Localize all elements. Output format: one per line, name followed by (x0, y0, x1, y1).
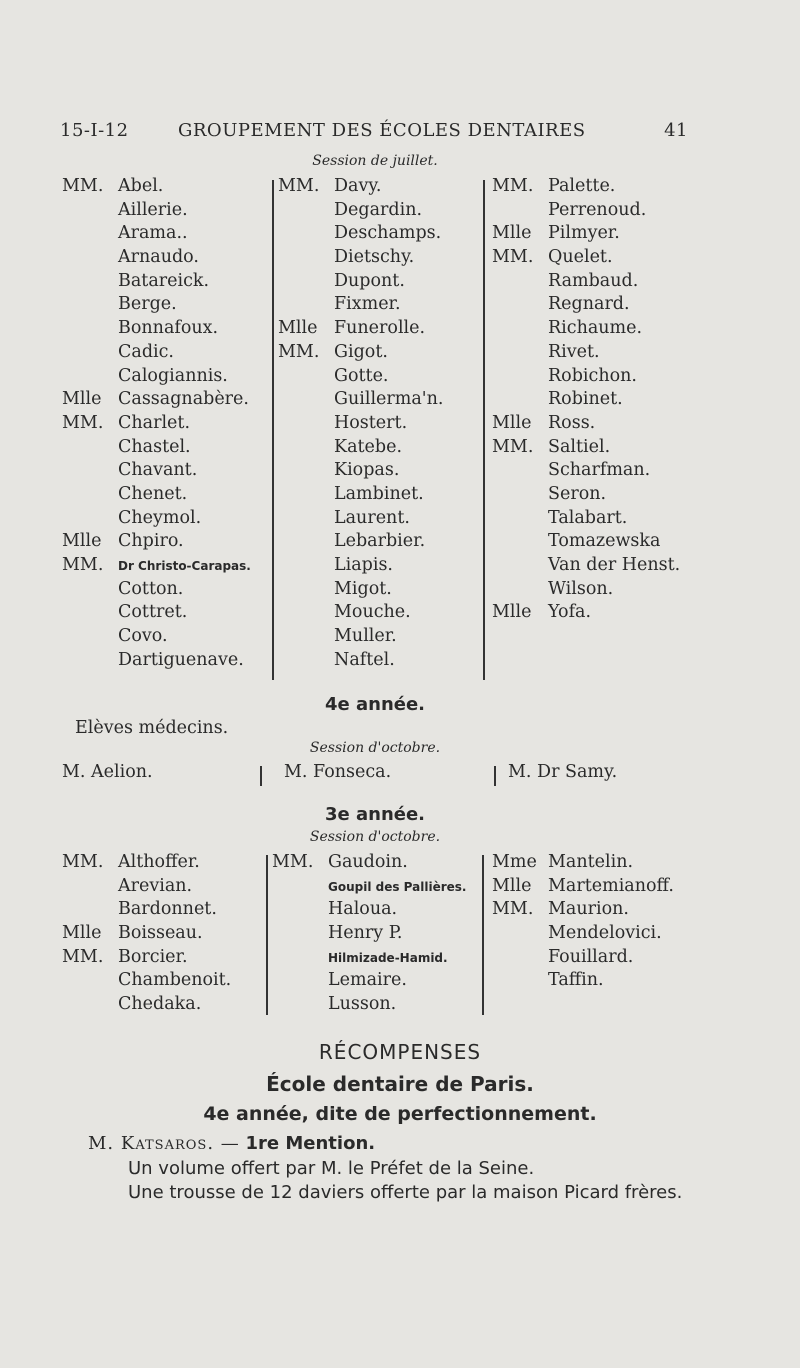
title-prefix: MM. (62, 555, 104, 575)
person-name: Liapis. (334, 555, 393, 575)
title-prefix: Mlle (492, 412, 532, 433)
name-entry (278, 270, 443, 294)
name-entry (62, 922, 231, 946)
name-entry (278, 222, 443, 246)
name-entry (492, 578, 680, 602)
person-name: Deschamps. (334, 223, 442, 244)
name-entry (62, 412, 251, 436)
name-entry (62, 483, 251, 507)
name-entry (62, 851, 231, 875)
name-entry (492, 388, 680, 412)
name-entry (278, 365, 443, 389)
name-entry (272, 969, 467, 993)
person-name: Haloua. (328, 899, 398, 920)
person-name: Maurion. (548, 899, 629, 920)
year4-entry-2: M. Fonseca. (284, 762, 392, 782)
person-name: Gaudoin. (328, 852, 408, 872)
title-prefix: MM. (492, 899, 534, 920)
column-divider (482, 855, 484, 1015)
year4-entry-3: M. Dr Samy. (508, 762, 618, 782)
name-entry (62, 293, 251, 317)
perfectionnement-heading: 4e année, dite de perfectionnement. (203, 1103, 597, 1125)
name-entry (62, 898, 231, 922)
name-entry (272, 922, 467, 946)
name-entry (492, 175, 680, 199)
person-name: Rivet. (548, 341, 600, 362)
person-name: Seron. (548, 483, 607, 504)
person-name: Bardonnet. (118, 899, 217, 920)
name-entry (62, 625, 251, 649)
year3-column-2 (272, 851, 467, 1017)
person-name: Borcier. (118, 946, 188, 967)
award-line-2: Une trousse de 12 daviers offerte par la maison Picard frères. (128, 1182, 683, 1203)
person-name: Abel. (118, 176, 164, 196)
name-entry (272, 993, 467, 1017)
name-entry (278, 246, 443, 270)
header-date: 15-I-12 (60, 120, 129, 141)
person-name: Rambaud. (548, 270, 639, 291)
person-name: Katebe. (334, 436, 403, 457)
person-name: Cottret. (118, 602, 188, 623)
column-divider (272, 180, 274, 680)
name-entry (278, 649, 443, 673)
name-entry (278, 341, 443, 365)
person-name: Lemaire. (328, 970, 407, 991)
person-name: Dr Christo-Carapas. (118, 559, 251, 573)
column-divider (494, 766, 496, 786)
year3-column-1 (62, 851, 231, 1017)
name-entry (62, 578, 251, 602)
name-entry (62, 649, 251, 673)
person-name: Martemianoff. (548, 875, 674, 896)
person-name: Batareick. (118, 270, 210, 291)
page-number: 41 (664, 120, 688, 141)
person-name: Perrenoud. (548, 199, 647, 220)
name-entry (278, 459, 443, 483)
name-entry (492, 341, 680, 365)
name-entry (272, 851, 467, 875)
person-name: Chedaka. (118, 994, 202, 1015)
person-name: Davy. (334, 176, 382, 196)
name-entry (492, 365, 680, 389)
title-prefix: MM. (492, 176, 534, 196)
name-entry (62, 341, 251, 365)
person-name: Gigot. (334, 341, 388, 362)
person-name: Arevian. (118, 875, 193, 896)
person-name: Laurent. (334, 507, 410, 528)
name-entry (272, 898, 467, 922)
recompenses-heading: RÉCOMPENSES (318, 1040, 482, 1064)
name-entry (492, 459, 680, 483)
person-name: Berge. (118, 294, 177, 315)
name-entry (278, 530, 443, 554)
name-entry (492, 601, 680, 625)
person-name: Scharfman. (548, 460, 651, 481)
name-entry (492, 507, 680, 531)
person-name: Lebarbier. (334, 531, 426, 552)
name-entry (492, 246, 680, 270)
name-entry (492, 222, 680, 246)
year3-title: 3e année. (324, 804, 426, 825)
name-entry (492, 851, 674, 875)
person-name: Charlet. (118, 412, 191, 433)
person-name: Mendelovici. (548, 923, 662, 944)
session-october-label-3: Session d'octobre. (309, 829, 441, 845)
person-name: Chpiro. (118, 531, 184, 552)
name-entry (62, 875, 231, 899)
name-entry (272, 946, 467, 970)
name-entry (278, 578, 443, 602)
name-entry (62, 946, 231, 970)
column-divider (266, 855, 268, 1015)
name-entry (492, 969, 674, 993)
name-entry (278, 293, 443, 317)
mention-recipient: M. Katsaros. — (88, 1133, 240, 1154)
person-name: Robichon. (548, 365, 637, 386)
person-name: Migot. (334, 578, 392, 599)
name-entry (492, 530, 680, 554)
person-name: Chenet. (118, 483, 188, 504)
title-prefix: Mlle (492, 602, 532, 623)
person-name: Naftel. (334, 649, 395, 670)
person-name: Lambinet. (334, 483, 424, 504)
person-name: Cassagnabère. (118, 389, 249, 410)
title-prefix: Mlle (62, 923, 102, 944)
person-name: Guillerma'n. (334, 389, 444, 410)
name-entry (278, 199, 443, 223)
session-july-label: Session de juillet. (312, 153, 438, 169)
name-entry (278, 601, 443, 625)
name-entry (62, 246, 251, 270)
name-entry (62, 365, 251, 389)
name-entry (492, 922, 674, 946)
person-name: Lusson. (328, 994, 397, 1015)
title-prefix: MM. (62, 412, 104, 433)
person-name: Van der Henst. (548, 555, 681, 575)
person-name: Yofa. (548, 602, 592, 623)
person-name: Fixmer. (334, 294, 401, 315)
title-prefix: MM. (272, 852, 314, 872)
name-entry (272, 875, 467, 899)
july-column-3 (492, 175, 680, 625)
person-name: Ross. (548, 412, 596, 433)
title-prefix: Mlle (62, 531, 102, 552)
title-prefix: Mlle (492, 223, 532, 244)
person-name: Kiopas. (334, 460, 400, 481)
mention-award: 1re Mention. (245, 1133, 376, 1154)
name-entry (62, 222, 251, 246)
person-name: Arama.. (118, 223, 188, 244)
title-prefix: MM. (62, 946, 104, 967)
person-name: Arnaudo. (118, 247, 199, 268)
person-name: Richaume. (548, 318, 643, 339)
title-prefix: MM. (492, 247, 534, 268)
person-name: Degardin. (334, 199, 423, 220)
name-entry (278, 412, 443, 436)
name-entry (62, 507, 251, 531)
person-name: Funerolle. (334, 318, 426, 339)
award-line-1: Un volume offert par M. le Préfet de la Seine. (128, 1158, 535, 1179)
person-name: Saltiel. (548, 436, 611, 457)
person-name: Chavant. (118, 460, 198, 481)
ecole-heading: École dentaire de Paris. (266, 1072, 534, 1096)
person-name: Cheymol. (118, 507, 202, 528)
person-name: Fouillard. (548, 946, 634, 967)
name-entry (492, 317, 680, 341)
person-name: Cadic. (118, 341, 174, 362)
title-prefix: Mme (492, 852, 537, 872)
name-entry (62, 388, 251, 412)
person-name: Henry P. (328, 923, 403, 944)
name-entry (62, 993, 231, 1017)
person-name: Chastel. (118, 436, 191, 457)
name-entry (62, 175, 251, 199)
person-name: Bonnafoux. (118, 318, 219, 339)
name-entry (62, 317, 251, 341)
header-title: GROUPEMENT DES ÉCOLES DENTAIRES (178, 120, 586, 141)
person-name: Covo. (118, 626, 168, 647)
person-name: Muller. (334, 626, 397, 647)
title-prefix: Mlle (492, 875, 532, 896)
name-entry (278, 175, 443, 199)
name-entry (278, 554, 443, 578)
name-entry (62, 270, 251, 294)
person-name: Wilson. (548, 578, 614, 599)
person-name: Hostert. (334, 412, 408, 433)
year4-title: 4e année. (324, 694, 426, 715)
name-entry (62, 459, 251, 483)
name-entry (62, 199, 251, 223)
name-entry (62, 530, 251, 554)
name-entry (62, 601, 251, 625)
name-entry (492, 554, 680, 578)
person-name: Chambenoit. (118, 970, 232, 991)
title-prefix: MM. (492, 436, 534, 457)
name-entry (492, 270, 680, 294)
july-column-2 (278, 175, 443, 672)
person-name: Mantelin. (548, 852, 634, 872)
name-entry (278, 507, 443, 531)
mention-line (88, 1133, 375, 1154)
person-name: Hilmizade-Hamid. (328, 950, 448, 965)
person-name: Calogiannis. (118, 365, 228, 386)
person-name: Boisseau. (118, 923, 203, 944)
name-entry (492, 875, 674, 899)
eleves-medecins-heading: Elèves médecins. (75, 718, 229, 738)
july-column-1 (62, 175, 251, 672)
title-prefix: MM. (62, 176, 104, 196)
person-name: Tomazewska (548, 531, 661, 552)
name-entry (62, 554, 251, 578)
person-name: Gotte. (334, 365, 389, 386)
person-name: Taffin. (548, 970, 604, 991)
name-entry (492, 483, 680, 507)
title-prefix: MM. (62, 852, 104, 872)
column-divider (483, 180, 485, 680)
person-name: Talabart. (548, 507, 628, 528)
session-october-label-4: Session d'octobre. (309, 740, 441, 756)
person-name: Aillerie. (118, 199, 188, 220)
person-name: Pilmyer. (548, 223, 620, 244)
year3-column-3 (492, 851, 674, 993)
person-name: Cotton. (118, 578, 184, 599)
title-prefix: Mlle (278, 318, 318, 339)
name-entry (278, 483, 443, 507)
name-entry (62, 436, 251, 460)
name-entry (492, 898, 674, 922)
name-entry (278, 625, 443, 649)
title-prefix: Mlle (62, 389, 102, 410)
title-prefix: MM. (278, 176, 320, 196)
name-entry (62, 969, 231, 993)
name-entry (278, 388, 443, 412)
year4-entry-1: M. Aelion. (62, 762, 153, 782)
person-name: Robinet. (548, 389, 623, 410)
name-entry (492, 412, 680, 436)
person-name: Dupont. (334, 270, 405, 291)
name-entry (278, 317, 443, 341)
column-divider (260, 766, 262, 786)
person-name: Quelet. (548, 247, 613, 268)
person-name: Regnard. (548, 294, 630, 315)
name-entry (492, 199, 680, 223)
name-entry (492, 946, 674, 970)
name-entry (278, 436, 443, 460)
person-name: Althoffer. (118, 852, 200, 872)
person-name: Dartiguenave. (118, 649, 244, 670)
person-name: Palette. (548, 176, 616, 196)
person-name: Dietschy. (334, 247, 415, 268)
title-prefix: MM. (278, 341, 320, 362)
name-entry (492, 293, 680, 317)
name-entry (492, 436, 680, 460)
person-name: Goupil des Pallières. (328, 879, 467, 894)
person-name: Mouche. (334, 602, 411, 623)
